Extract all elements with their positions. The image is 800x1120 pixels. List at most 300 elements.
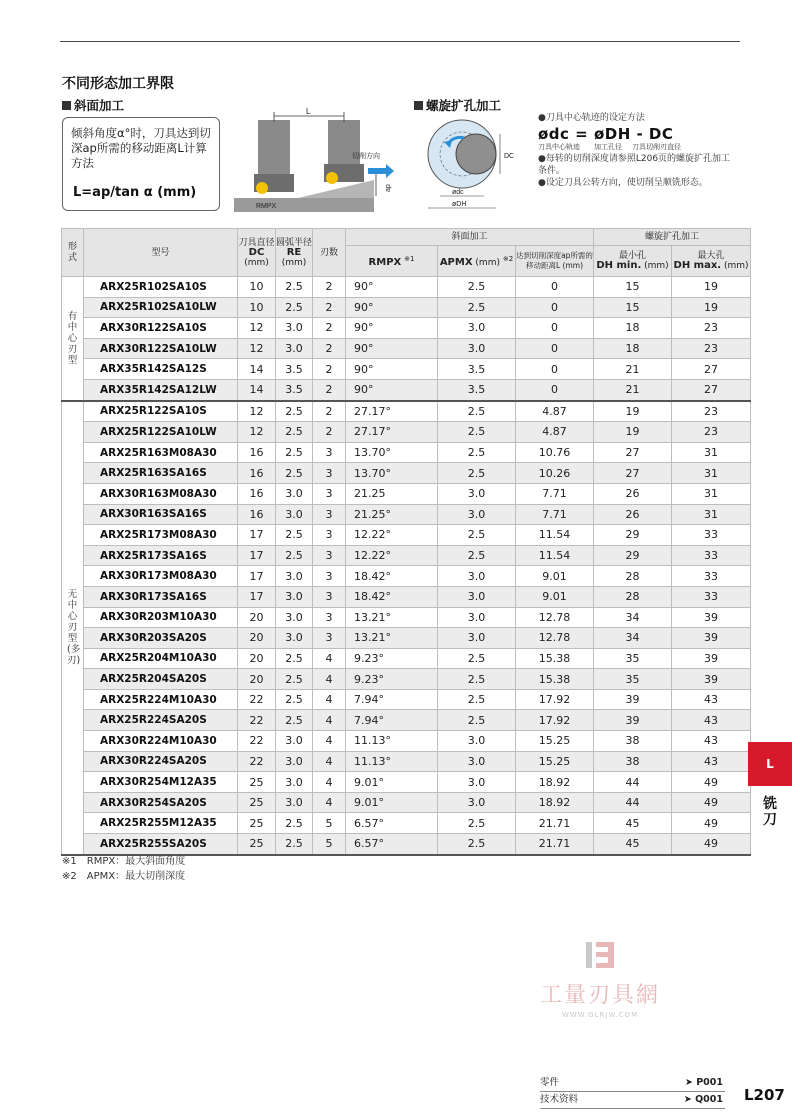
flutes-cell: 3 bbox=[313, 545, 346, 566]
model-cell: ARX30R122SA10S bbox=[84, 318, 238, 339]
table-row bbox=[62, 689, 751, 710]
apmx-cell: 3.0 bbox=[438, 586, 516, 607]
spec-table-body bbox=[62, 277, 751, 855]
dc-cell: 12 bbox=[238, 338, 276, 359]
dh-max-cell: 23 bbox=[672, 318, 751, 339]
label-L: L bbox=[306, 108, 311, 116]
dh-max-cell: 31 bbox=[672, 504, 751, 525]
rmpx-cell: 13.21° bbox=[346, 607, 438, 628]
rmpx-cell: 27.17° bbox=[346, 422, 438, 443]
re-cell: 2.5 bbox=[276, 422, 313, 443]
reference-row[interactable]: 技术资料 ➤ Q001 bbox=[540, 1092, 725, 1109]
dc-cell: 20 bbox=[238, 669, 276, 690]
footnote-2: ※2 APMX：最大切削深度 bbox=[62, 871, 186, 882]
distance-cell: 9.01 bbox=[516, 586, 594, 607]
flutes-cell: 2 bbox=[313, 277, 346, 298]
flutes-cell: 2 bbox=[313, 422, 346, 443]
dh-min-cell: 28 bbox=[594, 586, 672, 607]
header-dc: 刀具直径 DC (mm) bbox=[238, 229, 276, 277]
note-2: ●每转的切削深度请参照L206页的螺旋扩孔加工条件。 bbox=[538, 154, 731, 176]
helical-diagram-svg bbox=[420, 112, 530, 216]
dc-cell: 25 bbox=[238, 834, 276, 855]
header-rmpx: RMPX $^{※1}$ bbox=[346, 246, 438, 277]
dh-min-cell: 39 bbox=[594, 710, 672, 731]
dh-min-cell: 39 bbox=[594, 689, 672, 710]
flutes-cell: 3 bbox=[313, 525, 346, 546]
apmx-cell: 3.0 bbox=[438, 751, 516, 772]
dc-cell: 16 bbox=[238, 504, 276, 525]
re-cell: 2.5 bbox=[276, 401, 313, 422]
dh-max-cell: 33 bbox=[672, 586, 751, 607]
flutes-cell: 2 bbox=[313, 401, 346, 422]
distance-cell: 4.87 bbox=[516, 422, 594, 443]
ramping-heading: 斜面加工 bbox=[62, 96, 124, 114]
workpiece-block bbox=[234, 198, 374, 212]
dh-min-cell: 34 bbox=[594, 628, 672, 649]
dh-min-cell: 15 bbox=[594, 297, 672, 318]
distance-cell: 0 bbox=[516, 318, 594, 339]
apmx-cell: 3.5 bbox=[438, 359, 516, 380]
dh-min-cell: 45 bbox=[594, 813, 672, 834]
rmpx-cell: 27.17° bbox=[346, 401, 438, 422]
insert-right bbox=[326, 172, 338, 184]
table-row bbox=[62, 422, 751, 443]
apmx-cell: 2.5 bbox=[438, 297, 516, 318]
ramping-formula-box bbox=[62, 117, 220, 211]
re-cell: 3.0 bbox=[276, 731, 313, 752]
distance-cell: 11.54 bbox=[516, 545, 594, 566]
rmpx-cell: 9.01° bbox=[346, 792, 438, 813]
header-model: 型号 bbox=[84, 229, 238, 277]
re-cell: 2.5 bbox=[276, 834, 313, 855]
formula-captions bbox=[538, 143, 738, 153]
flutes-cell: 2 bbox=[313, 379, 346, 400]
table-row bbox=[62, 669, 751, 690]
distance-cell: 10.26 bbox=[516, 463, 594, 484]
label-odh: øDH bbox=[452, 201, 467, 208]
dh-max-cell: 39 bbox=[672, 607, 751, 628]
dh-max-cell: 43 bbox=[672, 710, 751, 731]
rmpx-cell: 11.13° bbox=[346, 751, 438, 772]
model-cell: ARX35R142SA12S bbox=[84, 359, 238, 380]
section-tab[interactable]: L bbox=[748, 742, 792, 786]
re-cell: 3.0 bbox=[276, 586, 313, 607]
helical-formula: ødc = øDH - DC bbox=[538, 125, 674, 143]
model-cell: ARX30R173M08A30 bbox=[84, 566, 238, 587]
flutes-cell: 4 bbox=[313, 689, 346, 710]
table-row bbox=[62, 710, 751, 731]
rmpx-cell: 6.57° bbox=[346, 834, 438, 855]
rmpx-cell: 18.42° bbox=[346, 566, 438, 587]
cross-references bbox=[540, 1075, 725, 1109]
dh-min-cell: 29 bbox=[594, 525, 672, 546]
distance-cell: 18.92 bbox=[516, 772, 594, 793]
dh-min-cell: 19 bbox=[594, 422, 672, 443]
ramping-description: 倾斜角度α°时，刀具达到切深ap所需的移动距离L计算方法 bbox=[71, 126, 211, 170]
dc-cell: 22 bbox=[238, 731, 276, 752]
dh-max-cell: 39 bbox=[672, 669, 751, 690]
table-row bbox=[62, 566, 751, 587]
rmpx-cell: 12.22° bbox=[346, 545, 438, 566]
header-re: 圆弧半径 RE (mm) bbox=[276, 229, 313, 277]
table-row bbox=[62, 401, 751, 422]
apmx-cell: 3.0 bbox=[438, 772, 516, 793]
rmpx-cell: 7.94° bbox=[346, 710, 438, 731]
model-cell: ARX30R224M10A30 bbox=[84, 731, 238, 752]
re-cell: 2.5 bbox=[276, 277, 313, 298]
table-row bbox=[62, 772, 751, 793]
re-cell: 2.5 bbox=[276, 442, 313, 463]
dh-max-cell: 19 bbox=[672, 277, 751, 298]
flutes-cell: 3 bbox=[313, 504, 346, 525]
flutes-cell: 3 bbox=[313, 442, 346, 463]
distance-cell: 15.25 bbox=[516, 731, 594, 752]
dh-max-cell: 31 bbox=[672, 483, 751, 504]
flutes-cell: 4 bbox=[313, 792, 346, 813]
rmpx-cell: 18.42° bbox=[346, 586, 438, 607]
re-cell: 3.0 bbox=[276, 338, 313, 359]
dh-max-cell: 49 bbox=[672, 813, 751, 834]
header-flutes: 刃数 bbox=[313, 229, 346, 277]
apmx-cell: 2.5 bbox=[438, 834, 516, 855]
dh-min-cell: 21 bbox=[594, 359, 672, 380]
flutes-cell: 4 bbox=[313, 648, 346, 669]
flutes-cell: 4 bbox=[313, 669, 346, 690]
dc-cell: 14 bbox=[238, 379, 276, 400]
square-bullet-icon bbox=[414, 101, 423, 110]
rmpx-cell: 6.57° bbox=[346, 813, 438, 834]
re-cell: 3.0 bbox=[276, 607, 313, 628]
re-cell: 3.0 bbox=[276, 483, 313, 504]
helical-notes bbox=[538, 112, 738, 189]
dc-cell: 16 bbox=[238, 442, 276, 463]
dh-max-cell: 33 bbox=[672, 566, 751, 587]
note-3: ●设定刀具公转方向，使切削呈顺铣形态。 bbox=[538, 178, 708, 188]
label-ap: ap bbox=[385, 184, 392, 192]
flutes-cell: 5 bbox=[313, 834, 346, 855]
re-cell: 3.0 bbox=[276, 504, 313, 525]
insert-left bbox=[256, 182, 268, 194]
watermark-url: WWW.GLRJW.COM bbox=[561, 1011, 639, 1019]
apmx-cell: 3.0 bbox=[438, 483, 516, 504]
dc-cell: 20 bbox=[238, 607, 276, 628]
dh-max-cell: 23 bbox=[672, 401, 751, 422]
model-cell: ARX30R122SA10LW bbox=[84, 338, 238, 359]
rmpx-cell: 90° bbox=[346, 338, 438, 359]
dc-cell: 20 bbox=[238, 628, 276, 649]
rmpx-cell: 90° bbox=[346, 277, 438, 298]
re-cell: 2.5 bbox=[276, 710, 313, 731]
dh-max-cell: 33 bbox=[672, 525, 751, 546]
re-cell: 2.5 bbox=[276, 463, 313, 484]
apmx-cell: 3.0 bbox=[438, 318, 516, 339]
rmpx-cell: 13.21° bbox=[346, 628, 438, 649]
arrow-right-icon bbox=[368, 164, 394, 178]
tool-shank-left bbox=[258, 120, 290, 180]
rmpx-cell: 9.01° bbox=[346, 772, 438, 793]
dh-max-cell: 19 bbox=[672, 297, 751, 318]
apmx-cell: 2.5 bbox=[438, 442, 516, 463]
distance-cell: 18.92 bbox=[516, 792, 594, 813]
rmpx-cell: 12.22° bbox=[346, 525, 438, 546]
table-row bbox=[62, 731, 751, 752]
re-cell: 3.0 bbox=[276, 318, 313, 339]
dc-cell: 22 bbox=[238, 710, 276, 731]
dc-cell: 17 bbox=[238, 525, 276, 546]
model-cell: ARX30R224SA20S bbox=[84, 751, 238, 772]
dh-max-cell: 49 bbox=[672, 772, 751, 793]
model-cell: ARX30R203SA20S bbox=[84, 628, 238, 649]
header-type: 形式 bbox=[62, 229, 84, 277]
table-row bbox=[62, 379, 751, 400]
header-dh-max: 最大孔 DH max. (mm) bbox=[672, 246, 751, 277]
dc-cell: 12 bbox=[238, 318, 276, 339]
table-row bbox=[62, 525, 751, 546]
table-row bbox=[62, 545, 751, 566]
dh-min-cell: 45 bbox=[594, 834, 672, 855]
rmpx-cell: 90° bbox=[346, 318, 438, 339]
distance-cell: 9.01 bbox=[516, 566, 594, 587]
table-row bbox=[62, 297, 751, 318]
re-cell: 2.5 bbox=[276, 648, 313, 669]
model-cell: ARX25R204SA20S bbox=[84, 669, 238, 690]
distance-cell: 17.92 bbox=[516, 689, 594, 710]
model-cell: ARX30R173SA16S bbox=[84, 586, 238, 607]
header-helical-group: 螺旋扩孔加工 bbox=[594, 229, 751, 246]
re-cell: 3.0 bbox=[276, 566, 313, 587]
dh-min-cell: 15 bbox=[594, 277, 672, 298]
dh-min-cell: 38 bbox=[594, 731, 672, 752]
table-row bbox=[62, 442, 751, 463]
dh-min-cell: 26 bbox=[594, 483, 672, 504]
tool-circle bbox=[456, 134, 496, 174]
re-cell: 2.5 bbox=[276, 669, 313, 690]
rmpx-cell: 11.13° bbox=[346, 731, 438, 752]
dh-min-cell: 28 bbox=[594, 566, 672, 587]
caption-hole-dia: 加工孔径 bbox=[594, 143, 622, 151]
apmx-cell: 3.0 bbox=[438, 792, 516, 813]
model-cell: ARX25R224SA20S bbox=[84, 710, 238, 731]
model-cell: ARX25R122SA10S bbox=[84, 401, 238, 422]
dc-cell: 10 bbox=[238, 297, 276, 318]
table-row bbox=[62, 628, 751, 649]
dh-max-cell: 23 bbox=[672, 338, 751, 359]
flutes-cell: 2 bbox=[313, 338, 346, 359]
dh-max-cell: 27 bbox=[672, 359, 751, 380]
re-cell: 2.5 bbox=[276, 525, 313, 546]
distance-cell: 0 bbox=[516, 338, 594, 359]
top-rule bbox=[60, 41, 740, 42]
dh-max-cell: 33 bbox=[672, 545, 751, 566]
dh-min-cell: 21 bbox=[594, 379, 672, 400]
rmpx-cell: 7.94° bbox=[346, 689, 438, 710]
dh-min-cell: 29 bbox=[594, 545, 672, 566]
apmx-cell: 3.0 bbox=[438, 504, 516, 525]
model-cell: ARX25R255M12A35 bbox=[84, 813, 238, 834]
dc-cell: 22 bbox=[238, 689, 276, 710]
apmx-cell: 2.5 bbox=[438, 422, 516, 443]
table-row bbox=[62, 792, 751, 813]
helical-heading: 螺旋扩孔加工 bbox=[414, 96, 501, 114]
dc-cell: 17 bbox=[238, 586, 276, 607]
dc-cell: 12 bbox=[238, 401, 276, 422]
model-cell: ARX30R254SA20S bbox=[84, 792, 238, 813]
spec-table bbox=[61, 228, 751, 856]
footnote-1: ※1 RMPX：最大斜面角度 bbox=[62, 856, 186, 867]
label-rmpx: RMPX bbox=[256, 203, 277, 210]
re-cell: 3.0 bbox=[276, 628, 313, 649]
apmx-cell: 3.5 bbox=[438, 379, 516, 400]
distance-cell: 4.87 bbox=[516, 401, 594, 422]
apmx-cell: 2.5 bbox=[438, 813, 516, 834]
distance-cell: 15.38 bbox=[516, 669, 594, 690]
dh-min-cell: 27 bbox=[594, 442, 672, 463]
rmpx-cell: 9.23° bbox=[346, 669, 438, 690]
dh-max-cell: 39 bbox=[672, 628, 751, 649]
watermark-logo-icon bbox=[580, 940, 620, 970]
dh-min-cell: 27 bbox=[594, 463, 672, 484]
table-row bbox=[62, 483, 751, 504]
label-odc: ødc bbox=[452, 189, 464, 196]
apmx-cell: 2.5 bbox=[438, 669, 516, 690]
apmx-cell: 2.5 bbox=[438, 525, 516, 546]
flutes-cell: 2 bbox=[313, 359, 346, 380]
dc-cell: 17 bbox=[238, 566, 276, 587]
apmx-cell: 2.5 bbox=[438, 710, 516, 731]
dc-cell: 17 bbox=[238, 545, 276, 566]
rmpx-cell: 9.23° bbox=[346, 648, 438, 669]
dh-min-cell: 35 bbox=[594, 648, 672, 669]
dh-max-cell: 31 bbox=[672, 442, 751, 463]
model-cell: ARX25R173M08A30 bbox=[84, 525, 238, 546]
dh-min-cell: 18 bbox=[594, 318, 672, 339]
re-cell: 3.5 bbox=[276, 379, 313, 400]
dc-cell: 10 bbox=[238, 277, 276, 298]
table-row bbox=[62, 338, 751, 359]
apmx-cell: 3.0 bbox=[438, 628, 516, 649]
note-1: ●刀具中心轨迹的设定方法 bbox=[538, 113, 645, 123]
flutes-cell: 3 bbox=[313, 566, 346, 587]
distance-cell: 0 bbox=[516, 297, 594, 318]
dc-cell: 25 bbox=[238, 772, 276, 793]
square-bullet-icon bbox=[62, 101, 71, 110]
header-dh-min: 最小孔 DH min. (mm) bbox=[594, 246, 672, 277]
model-cell: ARX25R163M08A30 bbox=[84, 442, 238, 463]
rmpx-cell: 13.70° bbox=[346, 442, 438, 463]
flutes-cell: 4 bbox=[313, 710, 346, 731]
rmpx-cell: 90° bbox=[346, 379, 438, 400]
page-number: L207 bbox=[744, 1086, 785, 1104]
re-cell: 2.5 bbox=[276, 297, 313, 318]
dh-min-cell: 18 bbox=[594, 338, 672, 359]
table-row bbox=[62, 607, 751, 628]
rmpx-cell: 90° bbox=[346, 359, 438, 380]
re-cell: 3.0 bbox=[276, 792, 313, 813]
section-label: 铣刀 bbox=[763, 796, 777, 828]
watermark bbox=[530, 940, 670, 1019]
flutes-cell: 2 bbox=[313, 297, 346, 318]
model-cell: ARX30R254M12A35 bbox=[84, 772, 238, 793]
model-cell: ARX25R224M10A30 bbox=[84, 689, 238, 710]
flutes-cell: 3 bbox=[313, 607, 346, 628]
dh-max-cell: 43 bbox=[672, 731, 751, 752]
dh-min-cell: 44 bbox=[594, 772, 672, 793]
dh-min-cell: 34 bbox=[594, 607, 672, 628]
apmx-cell: 2.5 bbox=[438, 648, 516, 669]
distance-cell: 21.71 bbox=[516, 834, 594, 855]
re-cell: 3.0 bbox=[276, 772, 313, 793]
model-cell: ARX25R102SA10S bbox=[84, 277, 238, 298]
dc-cell: 25 bbox=[238, 792, 276, 813]
re-cell: 3.5 bbox=[276, 359, 313, 380]
model-cell: ARX25R255SA20S bbox=[84, 834, 238, 855]
helical-diagram bbox=[420, 112, 530, 216]
flutes-cell: 2 bbox=[313, 318, 346, 339]
reference-row[interactable]: 零件 ➤ P001 bbox=[540, 1075, 725, 1092]
dc-cell: 22 bbox=[238, 751, 276, 772]
watermark-text: 工量刃具網 bbox=[539, 983, 660, 1008]
dh-min-cell: 38 bbox=[594, 751, 672, 772]
flutes-cell: 4 bbox=[313, 731, 346, 752]
model-cell: ARX25R122SA10LW bbox=[84, 422, 238, 443]
flutes-cell: 3 bbox=[313, 483, 346, 504]
table-row bbox=[62, 463, 751, 484]
apmx-cell: 2.5 bbox=[438, 545, 516, 566]
label-dc: DC bbox=[504, 153, 515, 160]
table-row bbox=[62, 318, 751, 339]
flutes-cell: 4 bbox=[313, 772, 346, 793]
dh-max-cell: 49 bbox=[672, 834, 751, 855]
dc-cell: 16 bbox=[238, 463, 276, 484]
table-row bbox=[62, 359, 751, 380]
dc-cell: 14 bbox=[238, 359, 276, 380]
re-cell: 2.5 bbox=[276, 545, 313, 566]
page-title: 不同形态加工界限 bbox=[62, 76, 174, 92]
table-row bbox=[62, 751, 751, 772]
dh-max-cell: 43 bbox=[672, 689, 751, 710]
model-cell: ARX25R204M10A30 bbox=[84, 648, 238, 669]
dc-cell: 16 bbox=[238, 483, 276, 504]
model-cell: ARX25R102SA10LW bbox=[84, 297, 238, 318]
model-cell: ARX30R203M10A30 bbox=[84, 607, 238, 628]
apmx-cell: 2.5 bbox=[438, 277, 516, 298]
model-cell: ARX25R163SA16S bbox=[84, 463, 238, 484]
re-cell: 2.5 bbox=[276, 813, 313, 834]
distance-cell: 0 bbox=[516, 359, 594, 380]
distance-cell: 11.54 bbox=[516, 525, 594, 546]
dc-cell: 20 bbox=[238, 648, 276, 669]
table-row bbox=[62, 277, 751, 298]
distance-cell: 15.38 bbox=[516, 648, 594, 669]
dc-cell: 12 bbox=[238, 422, 276, 443]
distance-cell: 15.25 bbox=[516, 751, 594, 772]
flutes-cell: 3 bbox=[313, 463, 346, 484]
type-cell: 有中心刃型 bbox=[62, 277, 84, 401]
distance-cell: 10.76 bbox=[516, 442, 594, 463]
dh-min-cell: 44 bbox=[594, 792, 672, 813]
dh-min-cell: 26 bbox=[594, 504, 672, 525]
distance-cell: 7.71 bbox=[516, 483, 594, 504]
ramping-diagram-svg bbox=[228, 108, 408, 218]
dh-min-cell: 19 bbox=[594, 401, 672, 422]
re-cell: 3.0 bbox=[276, 751, 313, 772]
model-cell: ARX30R163SA16S bbox=[84, 504, 238, 525]
re-cell: 2.5 bbox=[276, 689, 313, 710]
model-cell: ARX25R173SA16S bbox=[84, 545, 238, 566]
dc-cell: 25 bbox=[238, 813, 276, 834]
dh-max-cell: 27 bbox=[672, 379, 751, 400]
dh-max-cell: 39 bbox=[672, 648, 751, 669]
